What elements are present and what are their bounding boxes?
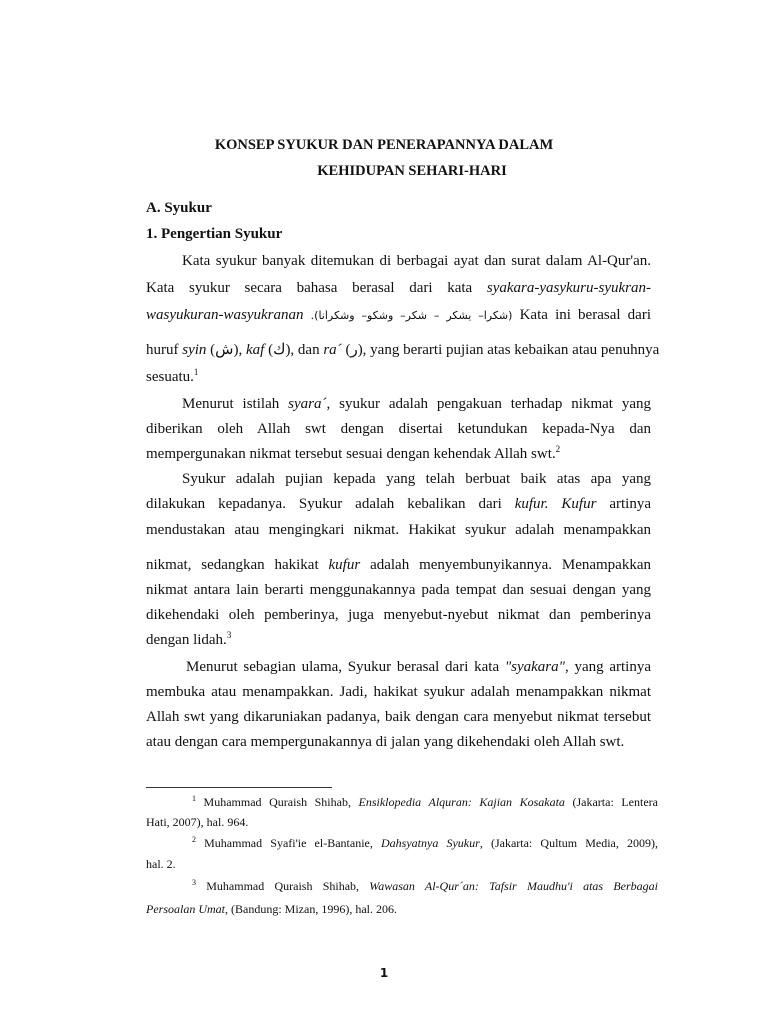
italic-term: syara´ xyxy=(288,396,327,412)
paragraph-line xyxy=(146,445,651,463)
text-run: (ش), xyxy=(206,342,246,358)
paragraph-line: atau dengan cara mempergunakannya di jalan yang dikehendaki oleh Allah swt. xyxy=(146,734,625,750)
footnote-marker: 1 xyxy=(192,794,196,803)
paragraph-line: mendustakan atau mengingkari nikmat. Hakikat syukur adalah menampakkan xyxy=(146,522,651,538)
text-run: Menurut istilah xyxy=(182,396,289,412)
footnote-reference[interactable]: 3 xyxy=(226,630,232,640)
text-run: , (Bandung: Mizan, 1996), hal. 206. xyxy=(225,902,397,916)
document-title-line-2: KEHIDUPAN SEHARI-HARI xyxy=(317,163,507,179)
footnote-marker: 2 xyxy=(192,835,196,844)
italic-term: syin xyxy=(182,342,207,358)
footnote-marker: 3 xyxy=(192,878,196,887)
paragraph-line xyxy=(146,341,660,359)
text-run: Muhammad Quraish Shihab, xyxy=(196,795,359,809)
footnote-reference[interactable]: 1 xyxy=(193,367,199,377)
italic-term: Dahsyatnya Syukur xyxy=(381,836,480,850)
text-run: (ر), yang berarti pujian atas kebaikan atau penuhnya xyxy=(341,342,660,358)
text-run: Muhammad Quraish Shihab, xyxy=(196,879,370,893)
paragraph-line xyxy=(182,395,651,413)
text-run: nikmat, sedangkan hakikat xyxy=(146,557,329,573)
italic-term: Wawasan Al-Qur´an: Tafsir Maudhu'i atas Berbagai xyxy=(369,879,658,893)
text-run: Kata ini berasal dari xyxy=(512,307,651,323)
text-run: mempergunakan nikmat tersebut sesuai dengan kehendak Allah swt. xyxy=(146,446,556,462)
italic-term: wasyukuran-wasyukranan xyxy=(146,307,304,323)
paragraph-line xyxy=(146,556,651,574)
text-run: , (Jakarta: Qultum Media, 2009), xyxy=(479,836,658,850)
footnote-1-continued: Hati, 2007), hal. 964. xyxy=(146,815,249,829)
text-run: Menurut sebagian ulama, Syukur berasal dari kata xyxy=(186,659,505,675)
text-run: sesuatu. xyxy=(146,369,194,385)
italic-term: "syakara" xyxy=(504,659,565,675)
text-run: (ك), dan xyxy=(264,342,324,358)
footnote-3-continued xyxy=(146,902,658,917)
text-run: adalah menyembunyikannya. Menampakkan xyxy=(360,557,651,573)
paragraph-line: diberikan oleh Allah swt dengan disertai ketundukan kepada-Nya dan xyxy=(146,421,651,437)
paragraph-line xyxy=(146,306,651,325)
italic-term: Persoalan Umat xyxy=(146,902,225,916)
footnote-2 xyxy=(192,836,658,851)
arabic-text: (شكرا– يشكر – شكر– وشكو– وشكرانا). xyxy=(310,309,513,322)
footnote-separator xyxy=(146,787,332,788)
paragraph-line: Syukur adalah pujian kepada yang telah berbuat baik atas apa yang xyxy=(182,471,651,487)
text-run: artinya xyxy=(596,496,651,512)
paragraph-line xyxy=(186,658,651,676)
paragraph-line: dikehendaki oleh pemberinya, juga menyebut-nyebut nikmat dan pemberinya xyxy=(146,607,651,623)
italic-term: kaf xyxy=(245,342,265,358)
text-run: dengan lidah. xyxy=(146,632,227,648)
document-title-line-1: KONSEP SYUKUR DAN PENERAPANNYA DALAM xyxy=(214,137,554,153)
text-run: (Jakarta: Lentera xyxy=(564,795,658,809)
text-run: Kata syukur secara bahasa berasal dari kata xyxy=(146,280,487,296)
footnote-1 xyxy=(192,795,658,810)
footnote-3 xyxy=(192,879,658,894)
subsection-heading: 1. Pengertian Syukur xyxy=(146,226,283,242)
italic-term: kufur xyxy=(328,557,361,573)
text-run: , yang artinya xyxy=(564,659,651,675)
text-run: , syukur adalah pengakuan terhadap nikmat yang xyxy=(326,396,651,412)
paragraph-line xyxy=(146,495,651,513)
italic-term: ra´ xyxy=(323,342,342,358)
paragraph-line xyxy=(146,631,651,649)
italic-term: syakara-yasykuru-syukran- xyxy=(486,280,651,296)
section-heading: A. Syukur xyxy=(146,200,212,216)
paragraph-line: nikmat antara lain berarti menggunakannya pada tempat dan sesuai dengan yang xyxy=(146,582,651,598)
page-number: 1 xyxy=(379,966,389,980)
text-run: Muhammad Syafi'ie el-Bantanie, xyxy=(196,836,382,850)
paragraph-line xyxy=(146,279,651,297)
paragraph-line xyxy=(146,368,651,386)
text-run: dilakukan kepadanya. Syukur adalah kebalikan dari xyxy=(146,496,515,512)
text-run: huruf xyxy=(146,342,183,358)
italic-term: Ensiklopedia Alquran: Kajian Kosakata xyxy=(358,795,565,809)
italic-term: kufur. Kufur xyxy=(514,496,597,512)
footnote-2-continued: hal. 2. xyxy=(146,857,176,871)
paragraph-line: Kata syukur banyak ditemukan di berbagai ayat dan surat dalam Al-Qur'an. xyxy=(182,253,651,269)
footnote-reference[interactable]: 2 xyxy=(555,444,561,454)
paragraph-line: Allah swt yang dikaruniakan padanya, baik dengan cara menyebut nikmat tersebut xyxy=(146,709,651,725)
paragraph-line: membuka atau menampakkan. Jadi, hakikat syukur adalah menampakkan nikmat xyxy=(146,684,651,700)
